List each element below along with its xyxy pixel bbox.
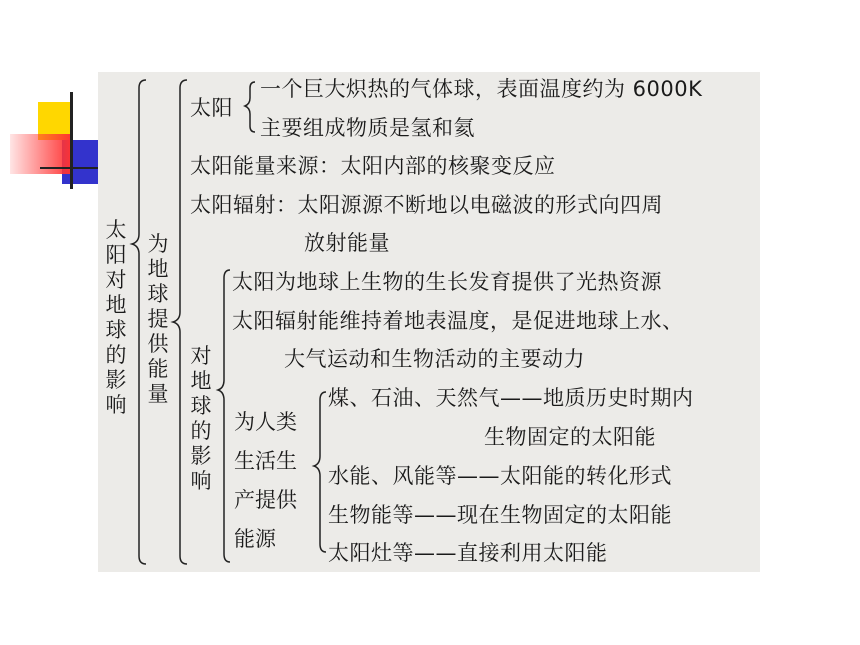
provide-energy-label: 为地球提供能量	[147, 232, 169, 406]
human-item-3: 生物能等——现在生物固定的太阳能	[328, 503, 672, 527]
human-energy-label: 为人类生活生产提供能源	[234, 410, 297, 551]
human-item-4: 太阳灶等——直接利用太阳能	[328, 541, 608, 565]
impact-item-1: 太阳为地球上生物的生长发育提供了光热资源	[232, 270, 662, 294]
impact-label: 对地球的影响	[190, 344, 212, 493]
brace-impact	[218, 270, 230, 562]
human-item-1-line-2: 生物固定的太阳能	[484, 425, 656, 449]
brace-root	[132, 80, 146, 564]
human-item-1-line-1: 煤、石油、天然气——地质历史时期内	[328, 386, 694, 410]
sun-label: 太阳	[190, 96, 233, 120]
human-item-2: 水能、风能等——太阳能的转化形式	[328, 464, 672, 488]
energy-source: 太阳能量来源：太阳内部的核聚变反应	[190, 154, 556, 178]
sun-item-2: 主要组成物质是氢和氦	[260, 116, 475, 140]
sun-item-1: 一个巨大炽热的气体球，表面温度约为 6000K	[260, 77, 703, 101]
brace-sun	[245, 82, 255, 132]
root-label: 太阳对地球的影响	[105, 218, 127, 417]
brace-human	[314, 392, 326, 552]
radiation-line-1: 太阳辐射：太阳源源不断地以电磁波的形式向四周	[190, 193, 663, 217]
impact-item-2-line-1: 太阳辐射能维持着地表温度，是促进地球上水、	[232, 309, 684, 333]
brace-provide	[173, 80, 187, 564]
impact-item-2-line-2: 大气运动和生物活动的主要动力	[284, 347, 585, 371]
radiation-line-2: 放射能量	[304, 231, 390, 255]
